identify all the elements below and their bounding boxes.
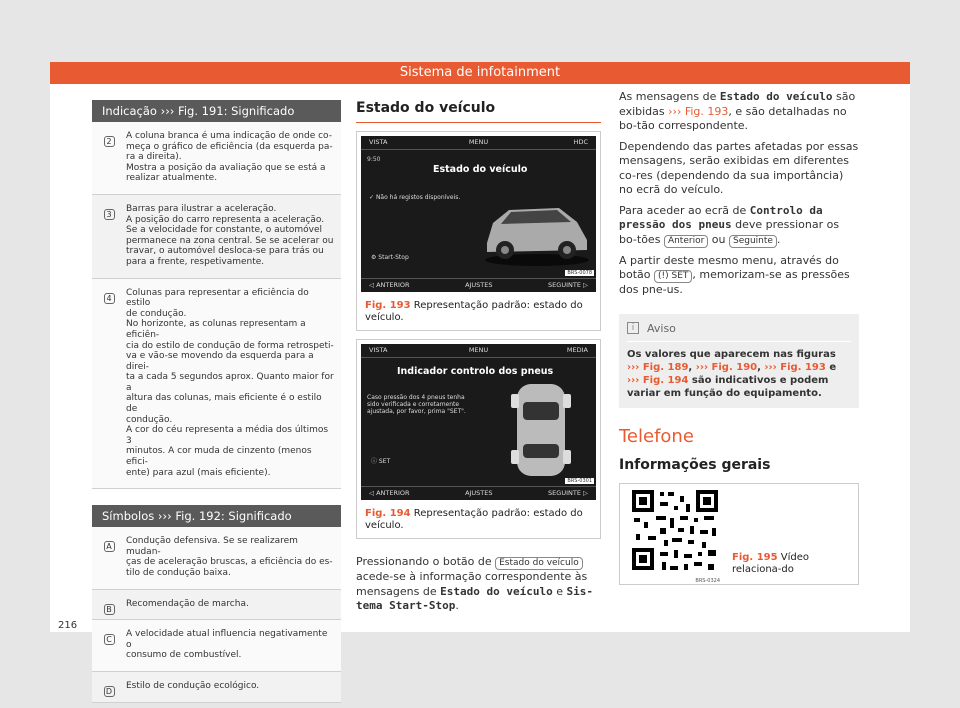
car-top-view-image	[509, 380, 573, 480]
fig193-time: 9:50	[367, 156, 381, 163]
row-description: Condução defensiva. Se se realizarem mudan- ças de aceleração bruscas, a eficiência do es- tilo de condução baixa.	[126, 536, 333, 578]
notice-heading: i Aviso	[627, 322, 851, 342]
col3-paragraph-1: As mensagens de Estado do veículo são exibidas ››› Fig. 193, e são detalhadas no bo-tão correspondente.	[619, 90, 856, 132]
row-key-badge: 4	[104, 293, 115, 304]
fig194-bottombar	[361, 486, 596, 500]
table-row	[92, 590, 341, 621]
figure-195	[619, 483, 859, 585]
fig194-screen	[361, 344, 596, 500]
table-row	[92, 620, 341, 672]
fig193-ajustes: AJUSTES	[465, 281, 493, 289]
col3-text	[619, 90, 859, 298]
fig193-vista: VISTA	[369, 138, 388, 146]
heading-telefone: Telefone	[619, 425, 694, 447]
fig194-topbar	[361, 344, 596, 358]
table-1-heading: Indicação ››› Fig. 191: Significado	[92, 100, 341, 122]
table-row	[92, 672, 341, 703]
table-row	[92, 279, 341, 490]
row-description: Colunas para representar a eficiência do estilo de condução. No horizonte, as colunas representam a eficiên- cia do estilo de condução de forma retrospeti- va e vão-se movendo da esquerda para a direi- ta a cada 5 segundos aprox. Quanto maior for a altura das colunas, mais eficiente é o estilo de condução. A cor do céu representa a média dos últimos 3 minutos. A cor muda de cinzento (menos efici- ente) para azul (mais eficiente).	[126, 287, 334, 478]
fig194-screen-title: Indicador controlo dos pneus	[397, 366, 554, 377]
table-row	[92, 195, 341, 279]
row-key-badge: C	[104, 634, 115, 645]
figure-194	[356, 339, 601, 539]
anterior-button-ref: Anterior	[664, 235, 708, 248]
col3-paragraph-4: A partir deste mesmo menu, através do botão (!) SET , memorizam-se as pressões dos pne-us.	[619, 253, 850, 296]
set-button-ref: (!) SET	[654, 270, 692, 283]
fig193-caption: Fig. 193 Representação padrão: estado do veículo.	[365, 300, 583, 323]
fig194-anterior: ◁ ANTERIOR	[369, 489, 410, 497]
page-number: 216	[58, 620, 78, 631]
table-row	[92, 527, 341, 589]
row-description: A coluna branca é uma indicação de onde co- meça o gráfico de eficiência (da esquerda pa- ra a direita). Mostra a posição da avaliação que se está a realizar atualmente.	[126, 131, 333, 184]
fig193-bottombar	[361, 278, 596, 292]
notice-box	[619, 314, 859, 408]
fig193-anterior: ◁ ANTERIOR	[369, 281, 410, 289]
qr-code-image	[630, 488, 720, 584]
fig193-hdc: HDC	[573, 138, 588, 146]
fig193-seguinte: SEGUINTE ▷	[548, 281, 588, 289]
table-2-heading: Símbolos ››› Fig. 192: Significado	[92, 505, 341, 527]
row-key-badge: A	[104, 541, 115, 552]
fig194-media: MEDIA	[566, 346, 588, 354]
column-1	[92, 90, 341, 703]
column-3	[619, 90, 859, 585]
fig194-vista: VISTA	[369, 346, 388, 354]
fig193-screen-title: Estado do veículo	[433, 164, 528, 175]
row-description: Recomendação de marcha.	[126, 598, 249, 609]
seguinte-button-ref: Seguinte	[729, 235, 777, 248]
fig194-code: BRS-0301	[567, 478, 592, 484]
row-description: A velocidade atual influencia negativamente o consumo de combustível.	[126, 629, 328, 661]
column-2	[356, 90, 601, 614]
row-description: Estilo de condução ecológico.	[126, 680, 260, 691]
fig194-caption: Fig. 194 Representação padrão: estado do veículo.	[365, 508, 583, 531]
fig195-caption: Fig. 195 Vídeo relaciona-do	[732, 551, 810, 575]
fig194-seguinte: SEGUINTE ▷	[548, 489, 588, 497]
fig194-message: Caso pressão dos 4 pneus tenha sido verificada e corretamente ajustada, por favor, prima "SET".	[367, 394, 466, 415]
row-key-badge: 3	[104, 209, 115, 220]
fig194-menu: MENU	[468, 346, 489, 354]
estado-veiculo-button-ref: Estado do veículo	[495, 557, 583, 570]
row-key-badge: B	[104, 604, 115, 615]
fig193-menu: MENU	[468, 138, 489, 146]
table-1	[92, 122, 341, 489]
fig194-set-button: ⓘ SET	[371, 458, 391, 465]
section-title: Estado do veículo	[356, 100, 601, 123]
figure-193	[356, 131, 601, 331]
row-key-badge: 2	[104, 136, 115, 147]
qr-code-label: BRS-0324	[695, 577, 720, 584]
fig193-code: BRS-0078	[567, 270, 592, 276]
row-key-badge: D	[104, 686, 115, 697]
notice-body: Os valores que aparecem nas figuras ››› Fig. 189, ››› Fig. 190, ››› Fig. 193 e ››› Fig. 194 são indicativos e podem variar em função do equipamento.	[627, 348, 837, 399]
page-header: Sistema de infotainment	[50, 62, 910, 84]
col3-paragraph-2: Dependendo das partes afetadas por essas mensagens, serão exibidas em diferentes co-res (dependendo da sua importância) no ecrã do veículo.	[619, 139, 859, 196]
fig194-ajustes: AJUSTES	[465, 489, 493, 497]
col2-paragraph: Pressionando o botão de Estado do veículo acede-se à informação correspondente às mensagens de Estado do veículo e Sis-tema Start-Stop.	[356, 555, 594, 612]
car-image	[479, 188, 595, 268]
table-2	[92, 527, 341, 702]
table-row	[92, 122, 341, 195]
heading-informacoes-gerais: Informações gerais	[619, 456, 771, 473]
info-icon: i	[627, 322, 639, 334]
row-description: Barras para ilustrar a aceleração. A posição do carro representa a aceleração. Se a velocidade for constante, o automóvel permanece na zona central. Se se acelerar ou travar, o automóvel desloca-se para trás ou para a frente, respetivamente.	[126, 203, 334, 267]
fig193-start-stop-button: ⚙ Start-Stop	[371, 254, 409, 261]
fig193-screen	[361, 136, 596, 292]
fig193-topbar	[361, 136, 596, 150]
fig193-status: ✓ Não há registos disponíveis.	[369, 194, 461, 201]
col3-paragraph-3: Para aceder ao ecrã de Controlo da pressão dos pneus deve pressionar os bo-tões Anterior ou Seguinte .	[619, 203, 840, 246]
